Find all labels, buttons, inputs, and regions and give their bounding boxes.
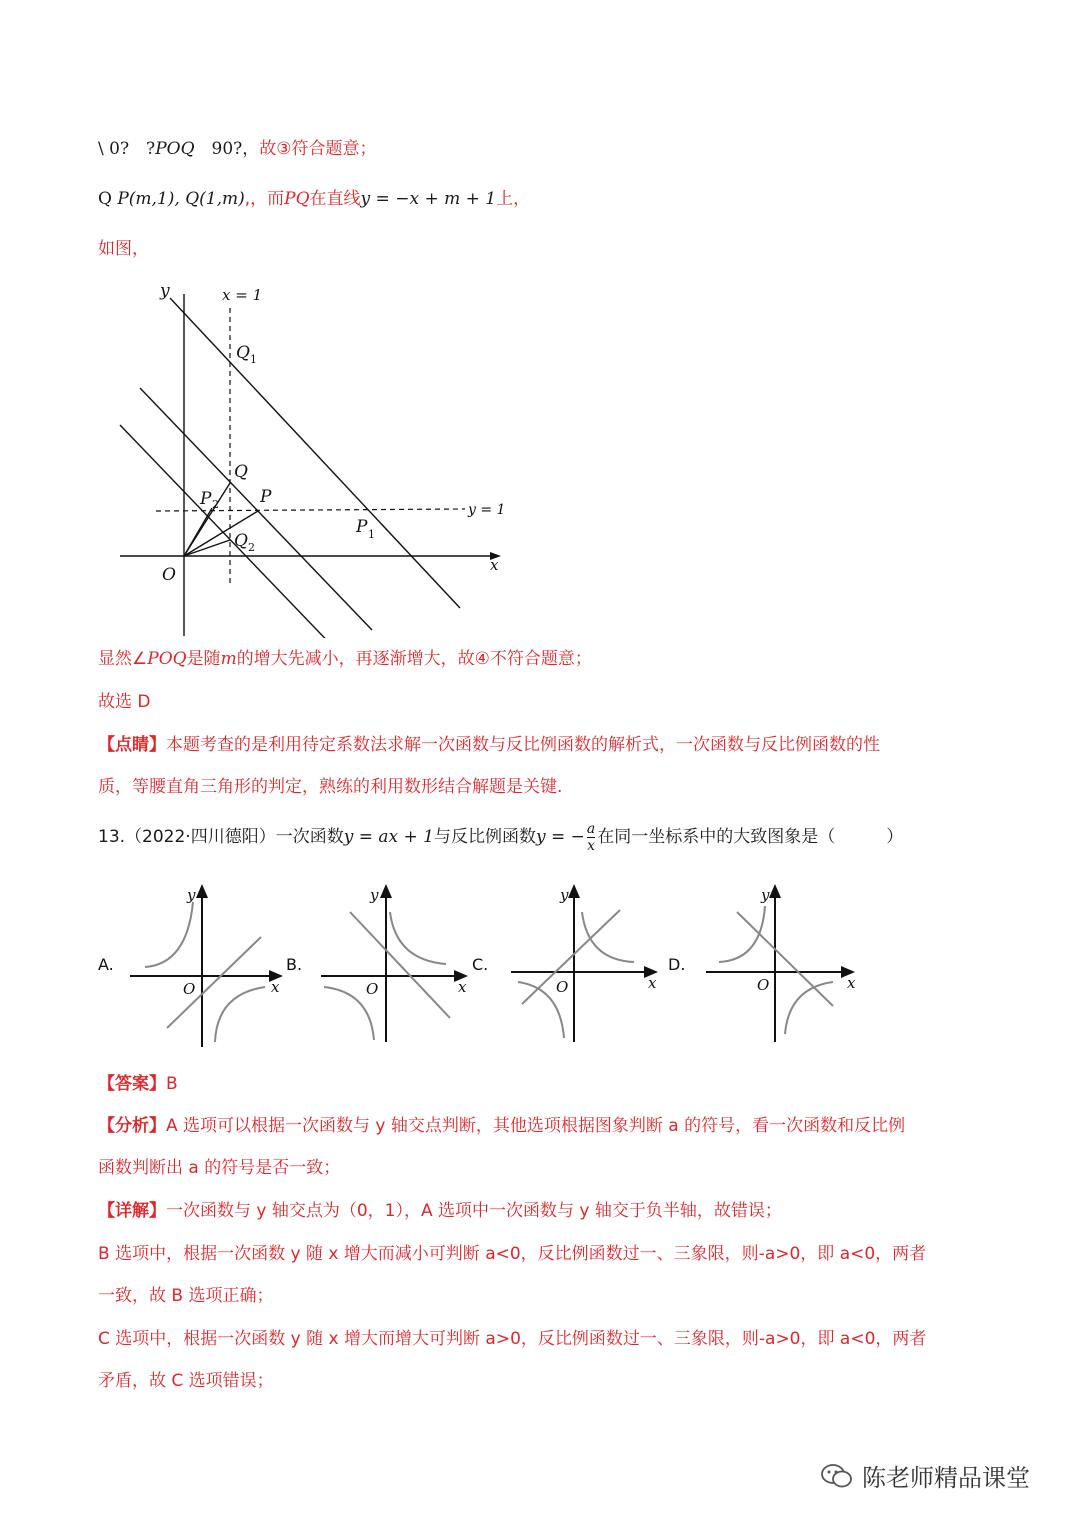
fig-y-label: y <box>160 281 170 301</box>
option-b-graph[interactable] <box>318 882 478 1052</box>
line-1-prefix: \ 0? ? <box>98 139 156 159</box>
detail-line-c2: 矛盾，故 C 选项错误； <box>98 1371 274 1391</box>
line-4-b: 是随 <box>186 649 221 669</box>
detail-tag: 【详解】 <box>98 1201 166 1221</box>
svg-text:y: y <box>370 886 379 904</box>
analysis-tag: 【分析】 <box>98 1116 166 1136</box>
dianjing-text: 本题考查的是利用待定系数法求解一次函数与反比例函数的解析式，一次函数与反比例函数的性 <box>166 735 880 755</box>
svg-text:x: x <box>271 978 280 996</box>
svg-text:y: y <box>187 886 196 904</box>
detail-line-b1: B 选项中，根据一次函数 y 随 x 增大而减小可判断 a<0，反比例函数过一、三象限，则-a>0，即 a<0，两者 <box>98 1244 927 1264</box>
question-13 <box>98 820 903 854</box>
wechat-icon <box>820 1462 854 1490</box>
fig-q1-sub: 1 <box>250 353 257 366</box>
detail-text: 一次函数与 y 轴交点为（0，1），A 选项中一次函数与 y 轴交于负半轴，故错误； <box>166 1201 782 1221</box>
svg-text:x: x <box>458 978 467 996</box>
line-6 <box>98 734 880 756</box>
fig-y-eq-1-label: y = 1 <box>468 502 506 518</box>
watermark <box>820 1458 1030 1493</box>
line-4-math: POQ <box>147 649 187 669</box>
line-2-points: P(m,1), Q(1,m) <box>117 189 245 209</box>
fig-origin-label: O <box>162 565 176 585</box>
q13-frac-num: a <box>586 820 596 837</box>
line-2-red-a: ,，而 <box>244 189 285 209</box>
fig-x-label: x <box>490 556 499 574</box>
q13-eq2-lhs: y = − <box>535 827 585 847</box>
line-2-equation: y = −x + m + 1 <box>360 189 497 209</box>
fig-q2-sub: 2 <box>248 541 255 554</box>
option-c-label[interactable]: C. <box>472 955 489 974</box>
svg-text:x: x <box>847 974 856 992</box>
line-2-q: Q <box>98 189 112 209</box>
q13-prefix: 13.（2022·四川德阳）一次函数 <box>98 827 344 847</box>
line-1-conclusion: 故③符合题意； <box>259 139 377 159</box>
fig-p1-label: P <box>356 517 368 537</box>
answer-value: B <box>166 1074 178 1094</box>
option-b-label[interactable]: B. <box>286 955 303 974</box>
q13-mid: 与反比例函数 <box>433 827 536 847</box>
option-c-graph[interactable] <box>508 882 668 1052</box>
d-linear <box>737 912 833 1006</box>
dianjing-tag: 【点睛】 <box>98 735 166 755</box>
svg-text:O: O <box>183 980 196 998</box>
svg-text:O: O <box>366 980 379 998</box>
line-2 <box>98 188 530 210</box>
a-linear <box>167 937 261 1028</box>
option-d-label[interactable]: D. <box>668 955 686 974</box>
line-1 <box>98 138 377 160</box>
c-hyperbola-upper <box>582 912 634 962</box>
svg-text:O: O <box>556 978 569 996</box>
line-outer <box>170 298 460 608</box>
svg-text:x: x <box>648 974 657 992</box>
svg-text:y: y <box>761 886 770 904</box>
b-linear <box>350 912 450 1018</box>
line-2-red-b: 在直线 <box>309 189 361 209</box>
a-hyperbola-upper <box>145 902 193 967</box>
fig-p1-sub: 1 <box>368 528 375 541</box>
line-2-red-c: 上， <box>496 189 531 209</box>
line-4-c: 的增大先减小，再逐渐增大，故④不符合题意； <box>236 649 592 669</box>
fig-q-label: Q <box>234 462 248 482</box>
line-4-a: 显然∠ <box>98 649 148 669</box>
a-hyperbola-lower <box>215 987 265 1042</box>
option-a-label[interactable]: A. <box>98 955 114 974</box>
line-1-math: POQ <box>155 139 195 159</box>
fig-p2-sub: 2 <box>212 498 219 511</box>
line-4 <box>98 648 592 670</box>
d-hyperbola-lower <box>785 982 833 1034</box>
detail-line-1 <box>98 1200 782 1222</box>
line-1-mid: 90?， <box>194 139 260 159</box>
line-7: 质，等腰直角三角形的判定，熟练的利用数形结合解题是关键. <box>98 777 563 797</box>
option-d-graph[interactable] <box>703 882 863 1052</box>
fig-q1-label: Q <box>236 343 250 363</box>
detail-line-c1: C 选项中，根据一次函数 y 随 x 增大而增大可判断 a>0，反比例函数过一、三象限，则-a>0，即 a<0，两者 <box>98 1329 927 1349</box>
c-linear <box>522 910 620 1004</box>
q13-eq1: y = ax + 1 <box>343 827 434 847</box>
line-5: 故选 D <box>98 692 151 712</box>
watermark-text: 陈老师精品课堂 <box>862 1464 1030 1492</box>
q13-suffix: 在同一坐标系中的大致图象是（ ） <box>597 827 904 847</box>
line-2-pq: PQ <box>284 189 310 209</box>
option-a-graph[interactable] <box>125 882 285 1052</box>
fig-p-label: P <box>260 487 272 507</box>
coordinate-figure <box>110 278 510 638</box>
b-hyperbola-upper <box>390 912 446 964</box>
line-4-m: m <box>220 649 237 669</box>
answer-line <box>98 1073 178 1095</box>
fig-q2-label: Q <box>234 531 248 551</box>
segment-op2 <box>184 508 212 556</box>
line-middle <box>140 388 372 630</box>
analysis-text: A 选项可以根据一次函数与 y 轴交点判断，其他选项根据图象判断 a 的符号，看一次函数和反比例 <box>166 1116 906 1136</box>
fig-p2-label: P <box>200 489 212 509</box>
q13-frac-den: x <box>587 837 595 854</box>
line-3: 如图， <box>98 239 149 259</box>
detail-line-b2: 一致，故 B 选项正确； <box>98 1286 274 1306</box>
svg-text:y: y <box>560 886 569 904</box>
analysis-line-1 <box>98 1115 905 1137</box>
analysis-line-2: 函数判断出 a 的符号是否一致； <box>98 1158 341 1178</box>
fig-x-eq-1-label: x = 1 <box>222 286 263 304</box>
svg-text:O: O <box>757 976 770 994</box>
answer-tag: 【答案】 <box>98 1074 166 1094</box>
q13-fraction <box>587 821 595 854</box>
